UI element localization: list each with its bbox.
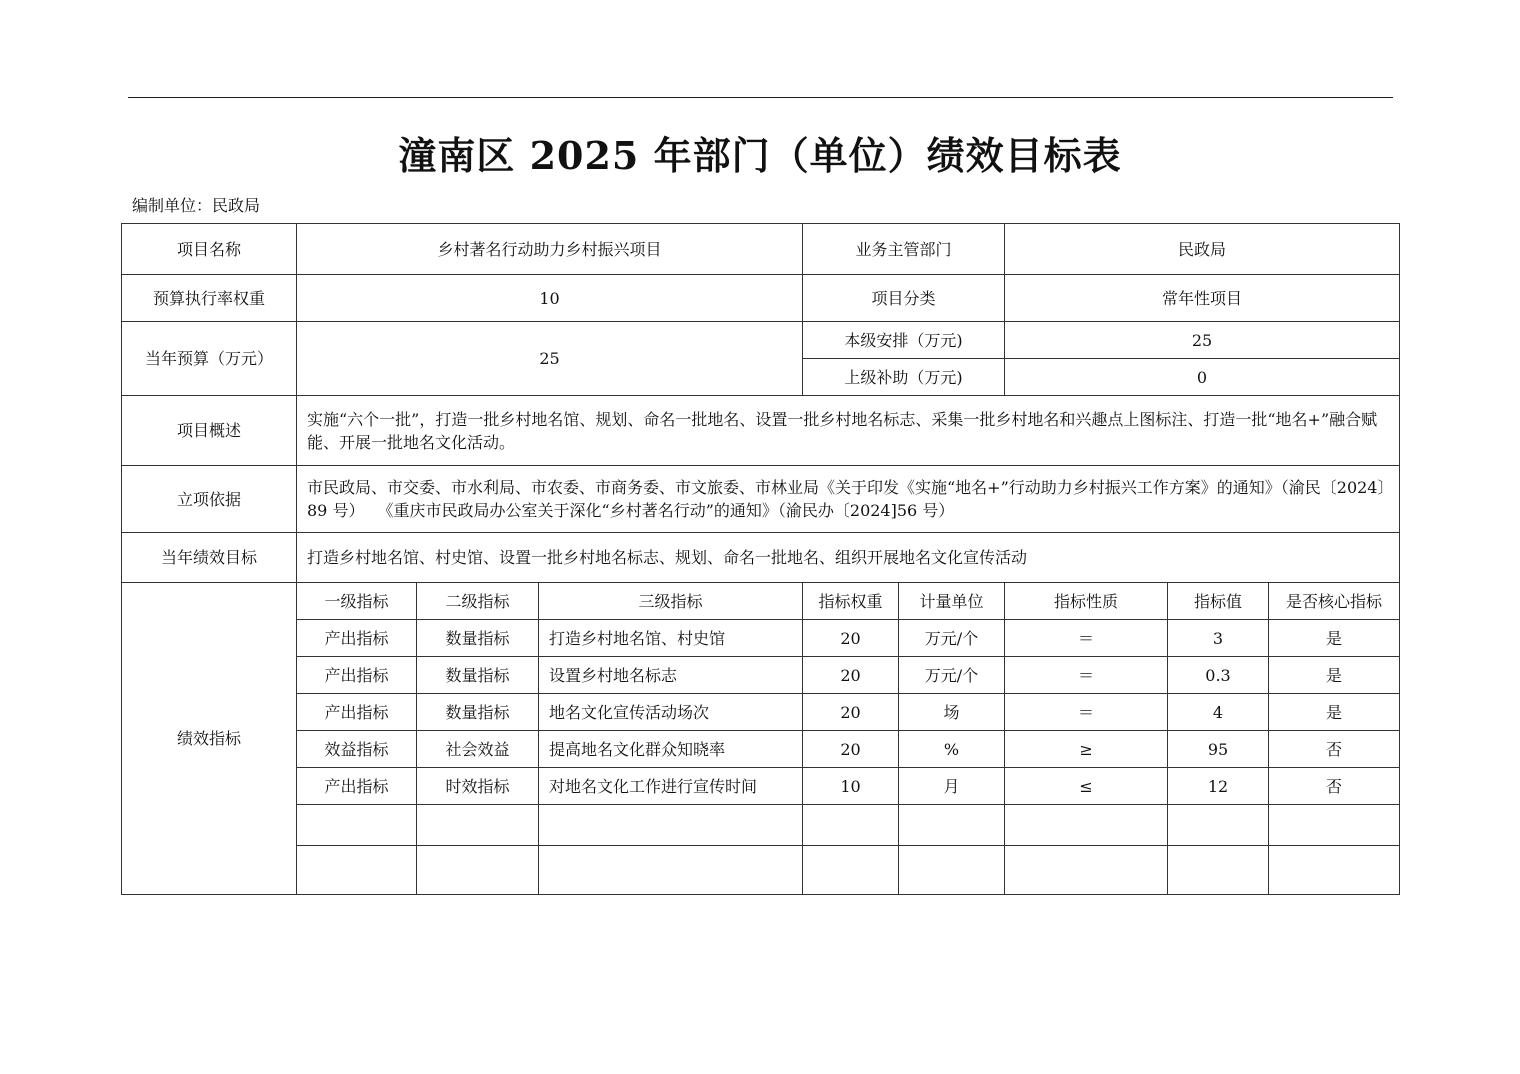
row-budget-weight [122, 275, 1400, 322]
compiling-unit: 编制单位：民政局 [132, 196, 261, 215]
header-level1: 一级指标 [297, 583, 417, 620]
weight-cell: 20 [803, 620, 899, 657]
indicators-section-label: 绩效指标 [122, 583, 297, 895]
dept-value: 民政局 [1005, 224, 1400, 275]
header-level3: 三级指标 [539, 583, 803, 620]
nature-cell: ＝ [1005, 657, 1168, 694]
weight-cell: 10 [803, 768, 899, 805]
nature-cell: ＝ [1005, 694, 1168, 731]
level1-cell: 产出指标 [297, 657, 417, 694]
overview-text: 实施“六个一批”，打造一批乡村地名馆、规划、命名一批地名、设置一批乡村地名标志、采集一批乡村地名和兴趣点上图标注、打造一批“地名+”融合赋能、开展一批地名文化活动。 [297, 396, 1400, 466]
level3-cell: 地名文化宣传活动场次 [539, 694, 803, 731]
level1-cell: 产出指标 [297, 768, 417, 805]
annual-budget-value: 25 [297, 322, 803, 396]
level1-cell: 效益指标 [297, 731, 417, 768]
dept-label: 业务主管部门 [803, 224, 1005, 275]
level1-cell: 产出指标 [297, 620, 417, 657]
value-cell: 0.3 [1168, 657, 1269, 694]
local-allocation-label: 本级安排（万元) [803, 322, 1005, 359]
row-basis [122, 466, 1400, 533]
nature-cell: ＝ [1005, 620, 1168, 657]
header-weight: 指标权重 [803, 583, 899, 620]
weight-cell: 20 [803, 657, 899, 694]
table-row [122, 768, 1400, 805]
project-name-value: 乡村著名行动助力乡村振兴项目 [297, 224, 803, 275]
unit-cell: 万元/个 [899, 620, 1005, 657]
header-nature: 指标性质 [1005, 583, 1168, 620]
basis-label: 立项依据 [122, 466, 297, 533]
value-cell: 95 [1168, 731, 1269, 768]
empty-row [122, 805, 1400, 846]
indicator-header-row [122, 583, 1400, 620]
level2-cell: 数量指标 [417, 620, 539, 657]
local-allocation-value: 25 [1005, 322, 1400, 359]
level2-cell: 社会效益 [417, 731, 539, 768]
value-cell: 4 [1168, 694, 1269, 731]
level3-cell: 打造乡村地名馆、村史馆 [539, 620, 803, 657]
row-overview [122, 396, 1400, 466]
unit-cell: % [899, 731, 1005, 768]
header-level2: 二级指标 [417, 583, 539, 620]
performance-goal-table [121, 223, 1400, 895]
core-cell: 否 [1269, 768, 1400, 805]
header-rule [128, 97, 1393, 98]
table-row [122, 657, 1400, 694]
nature-cell: ≤ [1005, 768, 1168, 805]
core-cell: 是 [1269, 694, 1400, 731]
level3-cell: 设置乡村地名标志 [539, 657, 803, 694]
value-cell: 12 [1168, 768, 1269, 805]
unit-cell: 场 [899, 694, 1005, 731]
header-value: 指标值 [1168, 583, 1269, 620]
unit-cell: 月 [899, 768, 1005, 805]
category-label: 项目分类 [803, 275, 1005, 322]
header-unit: 计量单位 [899, 583, 1005, 620]
level2-cell: 数量指标 [417, 657, 539, 694]
basis-text: 市民政局、市交委、市水利局、市农委、市商务委、市文旅委、市林业局《关于印发《实施“地名+”行动助力乡村振兴工作方案》的通知》（渝民〔2024〕89 号） 《重庆市民政局办公室关于深化“乡村著名行动”的通知》（渝民办〔2024]56 号） [297, 466, 1400, 533]
empty-row [122, 846, 1400, 895]
overview-label: 项目概述 [122, 396, 297, 466]
table-row [122, 694, 1400, 731]
row-project-name [122, 224, 1400, 275]
level2-cell: 时效指标 [417, 768, 539, 805]
weight-cell: 20 [803, 731, 899, 768]
row-annual-budget [122, 322, 1400, 359]
core-cell: 否 [1269, 731, 1400, 768]
core-cell: 是 [1269, 620, 1400, 657]
budget-weight-label: 预算执行率权重 [122, 275, 297, 322]
project-name-label: 项目名称 [122, 224, 297, 275]
level3-cell: 提高地名文化群众知晓率 [539, 731, 803, 768]
unit-cell: 万元/个 [899, 657, 1005, 694]
upper-subsidy-value: 0 [1005, 359, 1400, 396]
annual-budget-label: 当年预算（万元） [122, 322, 297, 396]
goal-label: 当年绩效目标 [122, 533, 297, 583]
document-title: 潼南区 2025 年部门（单位）绩效目标表 [398, 133, 1122, 178]
upper-subsidy-label: 上级补助（万元) [803, 359, 1005, 396]
row-goal [122, 533, 1400, 583]
header-core: 是否核心指标 [1269, 583, 1400, 620]
weight-cell: 20 [803, 694, 899, 731]
nature-cell: ≥ [1005, 731, 1168, 768]
value-cell: 3 [1168, 620, 1269, 657]
table-row [122, 731, 1400, 768]
table-row [122, 620, 1400, 657]
level2-cell: 数量指标 [417, 694, 539, 731]
budget-weight-value: 10 [297, 275, 803, 322]
level3-cell: 对地名文化工作进行宣传时间 [539, 768, 803, 805]
level1-cell: 产出指标 [297, 694, 417, 731]
goal-text: 打造乡村地名馆、村史馆、设置一批乡村地名标志、规划、命名一批地名、组织开展地名文化宣传活动 [297, 533, 1400, 583]
core-cell: 是 [1269, 657, 1400, 694]
category-value: 常年性项目 [1005, 275, 1400, 322]
